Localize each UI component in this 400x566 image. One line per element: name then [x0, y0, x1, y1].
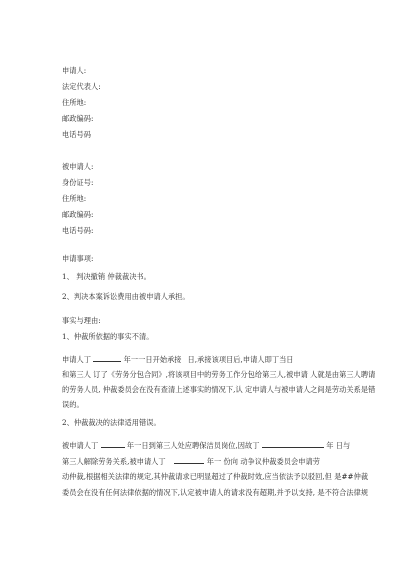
fact-p1-text-c: 日,承接该项目后,申请人即丁当日: [187, 355, 294, 364]
applicant-label: 申请人:: [62, 66, 87, 75]
applicant-postcode-label: 邮政编码:: [62, 114, 94, 123]
requests-heading: 申请事项:: [62, 254, 94, 263]
fact-paragraph-2-line-1: [62, 440, 350, 450]
blank-underline: [93, 354, 121, 362]
respondent-address-label: 住所地:: [62, 194, 87, 203]
fact-p2-line2-text-b: 年一 份向 动争议仲裁委员会申请劳: [206, 457, 320, 466]
fact-paragraph-1-line-4: 误的。: [62, 400, 84, 409]
fact-point-1: 1、仲裁所依据的事实不清。: [62, 332, 154, 341]
fact-p2-text-c: 年 日与: [326, 441, 351, 450]
fact-p2-text-b: 年一日到第三人处应聘保洁员岗位,因故丁: [126, 441, 260, 450]
fact-paragraph-2-line-3: 动仲裁,根据相关法律的规定,其仲裁请求已明显超过了仲裁时效,应当依法予以驳回,但 是##仲裁: [62, 472, 369, 481]
fact-paragraph-1-line-3: 的劳务人员, 仲裁委员会在没有查清上述事实的情况下,认 定申请人与被申请人之间是劳动关系是错: [62, 385, 376, 394]
request-item-1: 1、 判决撤销 仲裁裁决书。: [62, 272, 151, 281]
fact-point-2: 2、仲裁裁决的法律适用错误。: [62, 418, 161, 427]
fact-paragraph-2-line-4: 委员会在没有任何法律依据的情况下,认定被申请人的请求没有超期,并予以支持, 是不符合法律规: [62, 488, 369, 497]
respondent-id-label: 身份证号:: [62, 178, 94, 187]
blank-underline: [174, 456, 204, 464]
fact-paragraph-1-line-2: 和第三人 订了《劳务分包合同》,将该项目中的劳务工作分包给第三人,被申请 人就是由第三人聘请: [62, 370, 376, 379]
blank-underline: [262, 440, 324, 448]
respondent-postcode-label: 邮政编码:: [62, 210, 94, 219]
applicant-phone-label: 电话号码: [62, 130, 91, 139]
fact-paragraph-2-line-2: [62, 456, 320, 466]
respondent-label: 被申请人:: [62, 162, 94, 171]
fact-p2-text-a: 被申请人丁: [62, 441, 99, 450]
applicant-address-label: 住所地:: [62, 98, 87, 107]
respondent-phone-label: 电话号码:: [62, 226, 94, 235]
request-item-2: 2、判决本案诉讼费用由被申请人承担。: [62, 292, 190, 301]
fact-p2-line2-text-a: 第三人解除劳务关系,被申请人丁: [62, 457, 166, 466]
fact-p1-text-b: 年一一日开始承接: [123, 355, 182, 364]
facts-heading: 事实与理由:: [62, 316, 101, 325]
blank-underline: [101, 440, 125, 448]
legal-representative-label: 法定代表人:: [62, 82, 101, 91]
fact-p1-text-a: 申请人丁: [62, 355, 91, 364]
fact-paragraph-1-line-1: [62, 354, 294, 364]
